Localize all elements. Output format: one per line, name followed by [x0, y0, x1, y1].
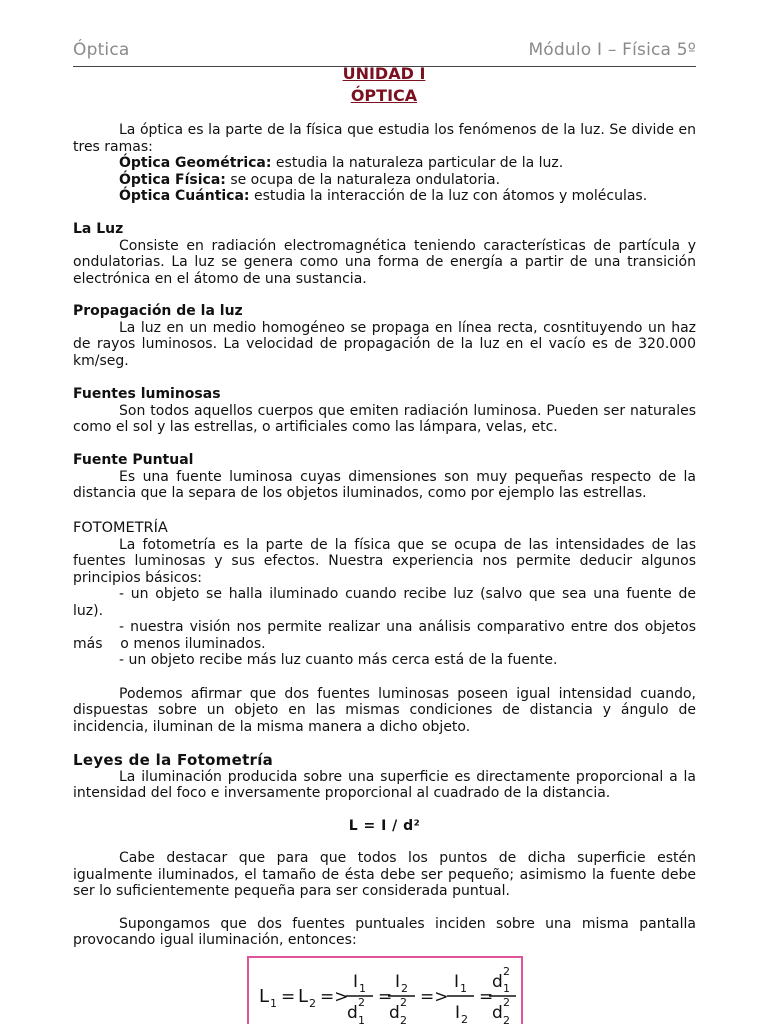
section-luz [73, 221, 696, 287]
header-left: Óptica [73, 40, 130, 60]
unit-title: UNIDAD I [342, 64, 426, 83]
formula-svg [249, 958, 521, 1026]
formula-eq: = [281, 987, 296, 1007]
formula-sup: 2 [400, 996, 407, 1009]
formula-l: L [298, 986, 309, 1007]
section-paragraph: Son todos aquellos cuerpos que emiten radiación luminosa. Pueden ser naturales como el sol y las estrellas, o artificiales como las lámpara, velas, etc. [73, 402, 696, 435]
intro-paragraph: La óptica es la parte de la física que estudia los fenómenos de la luz. Se divide en tres ramas: [73, 122, 696, 155]
formula-sub: 1 [359, 982, 366, 995]
formula-sub: 2 [461, 1013, 468, 1026]
section-heading: Propagación de la luz [73, 303, 243, 319]
unit-subtitle: ÓPTICA [350, 86, 418, 105]
illumination-formula: L = I / d² [348, 817, 421, 834]
branch-name: Óptica Cuántica: [119, 188, 250, 204]
section-heading: La Luz [73, 221, 124, 237]
spacer [73, 900, 696, 916]
section-paragraph: La fotometría es la parte de la física que se ocupa de las intensidades de las fuentes luminosas y sus efectos. Nuestra experiencia nos permite deducir algunos principios básicos: [73, 536, 696, 586]
formula-i: I [353, 972, 359, 992]
formula-d: d [492, 1003, 503, 1023]
section-paragraph: Cabe destacar que para que todos los puntos de dicha superficie estén igualmente iluminados, el tamaño de ésta debe ser pequeño; asimismo la fuente debe ser lo suficientemente pequeña para ser considerada puntual. [73, 850, 696, 899]
formula-sub: 2 [400, 1014, 407, 1026]
principle-item: - un objeto se halla iluminado cuando recibe luz (salvo que sea una fuente de luz). [73, 586, 696, 619]
formula-i: I [454, 972, 460, 992]
branch-name: Óptica Física: [119, 171, 226, 188]
formula-arrow: => [320, 987, 349, 1007]
section-paragraph: Supongamos que dos fuentes puntuales inciden sobre una misma pantalla provocando igual iluminación, entonces: [73, 915, 696, 948]
section-puntual [73, 452, 696, 502]
spacer [73, 834, 696, 850]
section-fuentes [73, 386, 696, 436]
formula-eq: = [479, 987, 494, 1007]
equal-illumination-formula-box [247, 956, 523, 1024]
branch-desc: estudia la naturaleza particular de la luz. [271, 155, 564, 171]
formula-d: d [347, 1003, 358, 1023]
branch-desc: estudia la interacción de la luz con átomos y moléculas. [249, 188, 648, 204]
section-heading: Fuente Puntual [73, 452, 194, 468]
branch-fisica [73, 172, 696, 189]
formula-sub: 2 [503, 1014, 510, 1026]
formula-i: I [455, 1003, 461, 1023]
formula-eq: = [378, 987, 393, 1007]
formula-i: I [395, 972, 401, 992]
formula-sub: 1 [460, 982, 467, 995]
section-paragraph: Podemos afirmar que dos fuentes luminosas poseen igual intensidad cuando, dispuestas sobre un objeto en las mismas condiciones de distancia y ángulo de incidencia, iluminan de la misma manera a dicho objeto. [73, 685, 696, 735]
section-propagacion [73, 303, 696, 369]
intro-block [73, 122, 696, 205]
branch-geometrica [73, 155, 696, 172]
section-paragraph: La iluminación producida sobre una superficie es directamente proporcional a la intensidad del foco e inversamente proporcional al cuadrado de la distancia. [73, 768, 696, 801]
branch-cuantica [73, 188, 696, 205]
formula-sub: 2 [309, 997, 316, 1010]
formula-sup: 2 [358, 996, 365, 1009]
formula-arrow: => [420, 987, 449, 1007]
section-paragraph: Consiste en radiación electromagnética teniendo características de partícula y ondulatorias. La luz se genera como una forma de energía a partir de una transición electrónica en el átomo de una sustancia. [73, 237, 696, 287]
section-fotometria [73, 520, 701, 735]
section-heading: Leyes de la Fotometría [73, 751, 274, 769]
formula-sub: 1 [503, 982, 510, 995]
formula-d: d [389, 1003, 400, 1023]
section-heading: FOTOMETRÍA [73, 520, 168, 536]
formula-sup: 2 [503, 996, 510, 1009]
section-paragraph: La luz en un medio homogéneo se propaga en línea recta, cosntituyendo un haz de rayos luminosos. La velocidad de propagación de la luz en el vacío es de 320.000 km/seg. [73, 319, 696, 369]
spacer [73, 669, 696, 686]
principle-item: - nuestra visión nos permite realizar una análisis comparativo entre dos objetos más o menos iluminados. [73, 619, 701, 652]
formula-sub: 2 [401, 982, 408, 995]
formula-l: L [259, 986, 270, 1007]
formula-sub: 1 [358, 1014, 365, 1026]
formula-d: d [492, 972, 503, 992]
section-heading: Fuentes luminosas [73, 386, 221, 402]
formula-sub: 1 [270, 997, 277, 1010]
branch-name: Óptica Geométrica: [119, 155, 272, 171]
section-leyes [73, 752, 696, 949]
header-right: Módulo I – Física 5º [528, 40, 696, 60]
spacer [73, 802, 696, 818]
branch-desc: se ocupa de la naturaleza ondulatoria. [225, 171, 501, 188]
formula-sup: 2 [503, 965, 510, 978]
principle-item: - un objeto recibe más luz cuanto más cerca está de la fuente. [119, 652, 558, 668]
section-paragraph: Es una fuente luminosa cuyas dimensiones son muy pequeñas respecto de la distancia que la separa de los objetos iluminados, como por ejemplo las estrellas. [73, 468, 696, 501]
